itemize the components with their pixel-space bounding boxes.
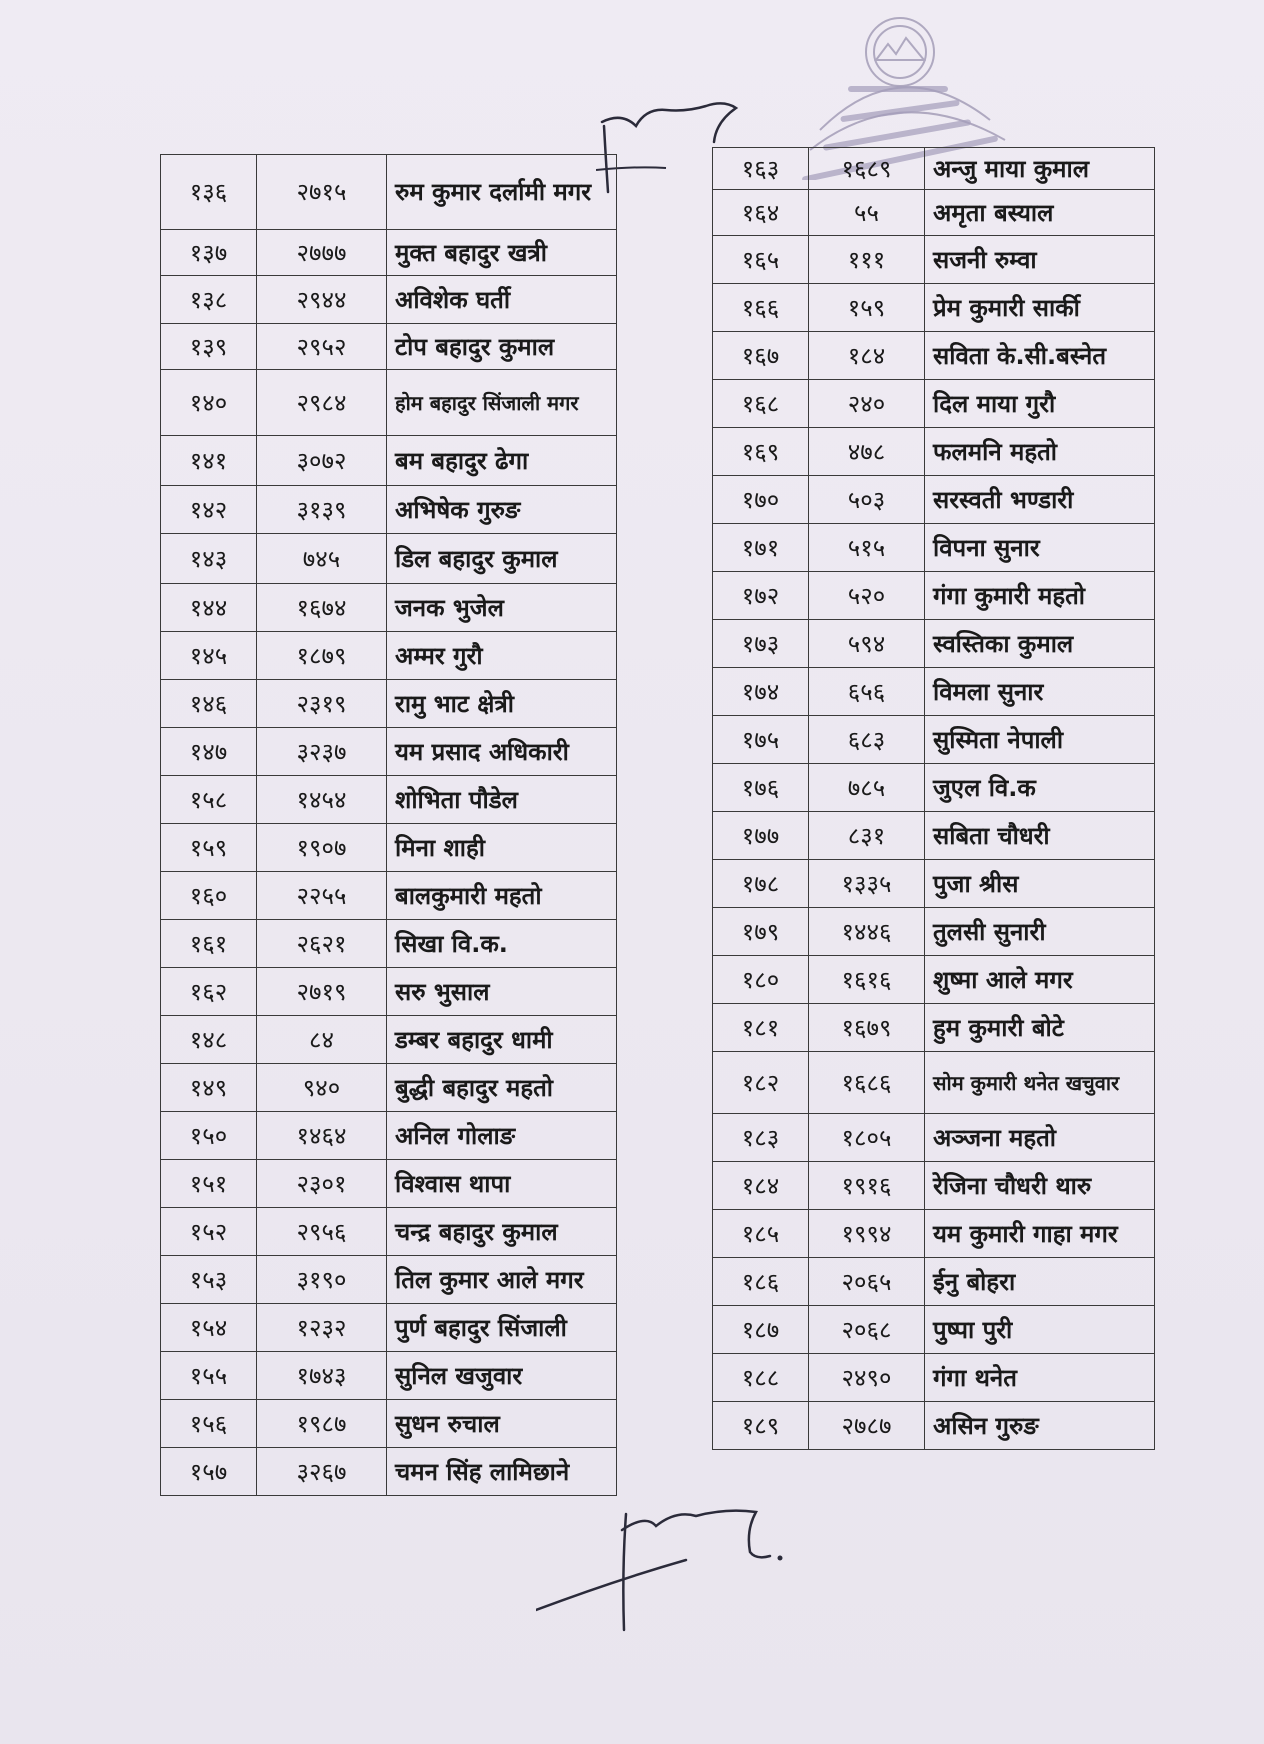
serial-number-cell: १३७ (161, 230, 257, 276)
table-row (161, 370, 617, 436)
candidate-name-cell: सुधन रुचाल (387, 1400, 617, 1448)
serial-number-cell: १६६ (713, 284, 809, 332)
table-row (161, 486, 617, 534)
candidate-name-cell: सबिता चौधरी (925, 812, 1155, 860)
table-row (161, 968, 617, 1016)
candidate-name-cell: डम्बर बहादुर धामी (387, 1016, 617, 1064)
table-row (161, 728, 617, 776)
roll-number-cell: ७४५ (257, 534, 387, 584)
table-row (713, 1402, 1155, 1450)
candidate-name-cell: बुद्धी बहादुर महतो (387, 1064, 617, 1112)
roll-number-cell: १६७४ (257, 584, 387, 632)
serial-number-cell: १७१ (713, 524, 809, 572)
roll-number-cell: १६८९ (809, 148, 925, 190)
serial-number-cell: १७८ (713, 860, 809, 908)
roll-number-cell: ५९४ (809, 620, 925, 668)
serial-number-cell: १४२ (161, 486, 257, 534)
roll-number-cell: ५५ (809, 190, 925, 236)
serial-number-cell: १८२ (713, 1052, 809, 1114)
candidate-table-left (160, 154, 617, 1496)
table-row (713, 1114, 1155, 1162)
candidate-name-cell: दिल माया गुरौ (925, 380, 1155, 428)
serial-number-cell: १८० (713, 956, 809, 1004)
table-row (713, 1306, 1155, 1354)
roll-number-cell: २७७७ (257, 230, 387, 276)
roll-number-cell: ३०७२ (257, 436, 387, 486)
table-row (713, 956, 1155, 1004)
candidate-table-right (712, 147, 1155, 1450)
candidate-name-cell: अन्जु माया कुमाल (925, 148, 1155, 190)
roll-number-cell: २७१९ (257, 968, 387, 1016)
roll-number-cell: १५९ (809, 284, 925, 332)
roll-number-cell: ७८५ (809, 764, 925, 812)
serial-number-cell: १४८ (161, 1016, 257, 1064)
serial-number-cell: १५३ (161, 1256, 257, 1304)
serial-number-cell: १८३ (713, 1114, 809, 1162)
serial-number-cell: १८६ (713, 1258, 809, 1306)
table-row (713, 572, 1155, 620)
serial-number-cell: १५९ (161, 824, 257, 872)
roll-number-cell: १९१६ (809, 1162, 925, 1210)
candidate-name-cell: चमन सिंह लामिछाने (387, 1448, 617, 1496)
candidate-name-cell: असिन गुरुङ (925, 1402, 1155, 1450)
candidate-name-cell: यम प्रसाद अधिकारी (387, 728, 617, 776)
candidate-name-cell: बम बहादुर ढेगा (387, 436, 617, 486)
table-row (161, 1304, 617, 1352)
roll-number-cell: ६८३ (809, 716, 925, 764)
table-row (161, 276, 617, 324)
roll-number-cell: १४६४ (257, 1112, 387, 1160)
serial-number-cell: १७० (713, 476, 809, 524)
serial-number-cell: १६१ (161, 920, 257, 968)
candidate-name-cell: ईनु बोहरा (925, 1258, 1155, 1306)
candidate-name-cell: सरस्वती भण्डारी (925, 476, 1155, 524)
roll-number-cell: २९५६ (257, 1208, 387, 1256)
serial-number-cell: १५६ (161, 1400, 257, 1448)
candidate-name-cell: होम बहादुर सिंजाली मगर (387, 370, 617, 436)
roll-number-cell: २३०१ (257, 1160, 387, 1208)
roll-number-cell: २९८४ (257, 370, 387, 436)
serial-number-cell: १७५ (713, 716, 809, 764)
candidate-name-cell: अञ्जना महतो (925, 1114, 1155, 1162)
roll-number-cell: १८०५ (809, 1114, 925, 1162)
roll-number-cell: १९९४ (809, 1210, 925, 1258)
table-row (161, 872, 617, 920)
table-row (161, 680, 617, 728)
candidate-name-cell: तिल कुमार आले मगर (387, 1256, 617, 1304)
serial-number-cell: १६४ (713, 190, 809, 236)
table-row (161, 1400, 617, 1448)
roll-number-cell: २०६८ (809, 1306, 925, 1354)
candidate-name-cell: टोप बहादुर कुमाल (387, 324, 617, 370)
table-row (161, 1160, 617, 1208)
roll-number-cell: ६५६ (809, 668, 925, 716)
serial-number-cell: १४६ (161, 680, 257, 728)
serial-number-cell: १८५ (713, 1210, 809, 1258)
candidate-name-cell: विपना सुनार (925, 524, 1155, 572)
roll-number-cell: २७८७ (809, 1402, 925, 1450)
candidate-name-cell: सजनी रुम्वा (925, 236, 1155, 284)
roll-number-cell: १८७९ (257, 632, 387, 680)
serial-number-cell: १५७ (161, 1448, 257, 1496)
serial-number-cell: १५८ (161, 776, 257, 824)
serial-number-cell: १३६ (161, 155, 257, 230)
serial-number-cell: १६२ (161, 968, 257, 1016)
serial-number-cell: १६० (161, 872, 257, 920)
serial-number-cell: १५२ (161, 1208, 257, 1256)
table-row (161, 920, 617, 968)
roll-number-cell: ५१५ (809, 524, 925, 572)
candidate-name-cell: अविशेक घर्ती (387, 276, 617, 324)
table-row (713, 148, 1155, 190)
table-row (161, 1112, 617, 1160)
candidate-name-cell: यम कुमारी गाहा मगर (925, 1210, 1155, 1258)
candidate-name-cell: विश्वास थापा (387, 1160, 617, 1208)
roll-number-cell: २७१५ (257, 155, 387, 230)
roll-number-cell: १४४६ (809, 908, 925, 956)
roll-number-cell: १३३५ (809, 860, 925, 908)
roll-number-cell: २९४४ (257, 276, 387, 324)
table-row (713, 380, 1155, 428)
candidate-name-cell: जुएल वि.क (925, 764, 1155, 812)
table-row (713, 428, 1155, 476)
table-row (713, 190, 1155, 236)
table-row (713, 1162, 1155, 1210)
candidate-name-cell: सुस्मिता नेपाली (925, 716, 1155, 764)
serial-number-cell: १५० (161, 1112, 257, 1160)
serial-number-cell: १८१ (713, 1004, 809, 1052)
candidate-name-cell: अनिल गोलाङ (387, 1112, 617, 1160)
table-row (161, 534, 617, 584)
table-row (161, 632, 617, 680)
table-row (713, 764, 1155, 812)
roll-number-cell: २४९० (809, 1354, 925, 1402)
candidate-name-cell: पुर्ण बहादुर सिंजाली (387, 1304, 617, 1352)
candidate-name-cell: अम्मर गुरौ (387, 632, 617, 680)
table-row (161, 436, 617, 486)
roll-number-cell: १९०७ (257, 824, 387, 872)
roll-number-cell: १८४ (809, 332, 925, 380)
roll-number-cell: १६७९ (809, 1004, 925, 1052)
candidate-name-cell: रामु भाट क्षेत्री (387, 680, 617, 728)
serial-number-cell: १४१ (161, 436, 257, 486)
table-row (161, 1208, 617, 1256)
candidate-name-cell: तुलसी सुनारी (925, 908, 1155, 956)
candidate-name-cell: डिल बहादुर कुमाल (387, 534, 617, 584)
table-row (713, 1210, 1155, 1258)
serial-number-cell: १७६ (713, 764, 809, 812)
serial-number-cell: १८४ (713, 1162, 809, 1210)
roll-number-cell: १६८६ (809, 1052, 925, 1114)
table-row (161, 230, 617, 276)
table-row (713, 908, 1155, 956)
roll-number-cell: १७४३ (257, 1352, 387, 1400)
serial-number-cell: १३८ (161, 276, 257, 324)
candidate-name-cell: अभिषेक गुरुङ (387, 486, 617, 534)
table-row (713, 860, 1155, 908)
roll-number-cell: ३२६७ (257, 1448, 387, 1496)
serial-number-cell: १४७ (161, 728, 257, 776)
serial-number-cell: १७७ (713, 812, 809, 860)
roll-number-cell: ८३१ (809, 812, 925, 860)
candidate-name-cell: फलमनि महतो (925, 428, 1155, 476)
table-row (161, 324, 617, 370)
roll-number-cell: ३१९० (257, 1256, 387, 1304)
serial-number-cell: १६३ (713, 148, 809, 190)
serial-number-cell: १७२ (713, 572, 809, 620)
serial-number-cell: १४५ (161, 632, 257, 680)
roll-number-cell: २४० (809, 380, 925, 428)
candidate-name-cell: पुष्पा पुरी (925, 1306, 1155, 1354)
candidate-name-cell: शुष्मा आले मगर (925, 956, 1155, 1004)
candidate-name-cell: चन्द्र बहादुर कुमाल (387, 1208, 617, 1256)
roll-number-cell: १९८७ (257, 1400, 387, 1448)
candidate-name-cell: हुम कुमारी बोटे (925, 1004, 1155, 1052)
roll-number-cell: २९५२ (257, 324, 387, 370)
table-row (161, 1352, 617, 1400)
roll-number-cell: २३१९ (257, 680, 387, 728)
candidate-name-cell: मिना शाही (387, 824, 617, 872)
roll-number-cell: २२५५ (257, 872, 387, 920)
table-row (161, 824, 617, 872)
serial-number-cell: १७९ (713, 908, 809, 956)
roll-number-cell: २६२१ (257, 920, 387, 968)
roll-number-cell: १२३२ (257, 1304, 387, 1352)
candidate-name-cell: रेजिना चौधरी थारु (925, 1162, 1155, 1210)
candidate-name-cell: गंगा थनेत (925, 1354, 1155, 1402)
table-row (713, 476, 1155, 524)
candidate-name-cell: स्वस्तिका कुमाल (925, 620, 1155, 668)
candidate-name-cell: पुजा श्रीस (925, 860, 1155, 908)
candidate-name-cell: सविता के.सी.बस्नेत (925, 332, 1155, 380)
serial-number-cell: १७३ (713, 620, 809, 668)
candidate-name-cell: सोम कुमारी थनेत खचुवार (925, 1052, 1155, 1114)
serial-number-cell: १४९ (161, 1064, 257, 1112)
serial-number-cell: १५४ (161, 1304, 257, 1352)
roll-number-cell: १११ (809, 236, 925, 284)
roll-number-cell: ९४० (257, 1064, 387, 1112)
serial-number-cell: १५१ (161, 1160, 257, 1208)
table-row (713, 620, 1155, 668)
candidate-name-cell: शोभिता पौडेल (387, 776, 617, 824)
table-row (713, 1258, 1155, 1306)
candidate-name-cell: गंगा कुमारी महतो (925, 572, 1155, 620)
table-row (713, 1052, 1155, 1114)
serial-number-cell: १६९ (713, 428, 809, 476)
roll-number-cell: ५०३ (809, 476, 925, 524)
table-row (713, 1354, 1155, 1402)
signature-bottom (536, 1500, 796, 1640)
candidate-name-cell: सिखा वि.क. (387, 920, 617, 968)
serial-number-cell: १७४ (713, 668, 809, 716)
serial-number-cell: १८८ (713, 1354, 809, 1402)
table-row (161, 1256, 617, 1304)
table-row (161, 776, 617, 824)
roll-number-cell: ३१३९ (257, 486, 387, 534)
candidate-name-cell: मुक्त बहादुर खत्री (387, 230, 617, 276)
candidate-name-cell: सुनिल खजुवार (387, 1352, 617, 1400)
serial-number-cell: १३९ (161, 324, 257, 370)
roll-number-cell: ८४ (257, 1016, 387, 1064)
candidate-name-cell: बालकुमारी महतो (387, 872, 617, 920)
serial-number-cell: १६७ (713, 332, 809, 380)
serial-number-cell: १४३ (161, 534, 257, 584)
serial-number-cell: १८९ (713, 1402, 809, 1450)
roll-number-cell: १४५४ (257, 776, 387, 824)
roll-number-cell: २०६५ (809, 1258, 925, 1306)
table-row (713, 284, 1155, 332)
roll-number-cell: ५२० (809, 572, 925, 620)
candidate-name-cell: प्रेम कुमारी सार्की (925, 284, 1155, 332)
serial-number-cell: १४४ (161, 584, 257, 632)
serial-number-cell: १८७ (713, 1306, 809, 1354)
serial-number-cell: १६८ (713, 380, 809, 428)
roll-number-cell: ४७८ (809, 428, 925, 476)
roll-number-cell: १६१६ (809, 956, 925, 1004)
table-row (713, 332, 1155, 380)
table-row (161, 1064, 617, 1112)
table-row (713, 716, 1155, 764)
candidate-name-cell: विमला सुनार (925, 668, 1155, 716)
table-row (161, 584, 617, 632)
serial-number-cell: १५५ (161, 1352, 257, 1400)
candidate-name-cell: सरु भुसाल (387, 968, 617, 1016)
candidate-name-cell: जनक भुजेल (387, 584, 617, 632)
table-row (713, 668, 1155, 716)
table-row (161, 1448, 617, 1496)
serial-number-cell: १६५ (713, 236, 809, 284)
table-row (713, 236, 1155, 284)
table-row (161, 1016, 617, 1064)
table-row (713, 524, 1155, 572)
candidate-name-cell: रुम कुमार दर्लामी मगर (387, 155, 617, 230)
table-row (713, 812, 1155, 860)
candidate-name-cell: अमृता बस्याल (925, 190, 1155, 236)
table-row (713, 1004, 1155, 1052)
serial-number-cell: १४० (161, 370, 257, 436)
table-row (161, 155, 617, 230)
roll-number-cell: ३२३७ (257, 728, 387, 776)
